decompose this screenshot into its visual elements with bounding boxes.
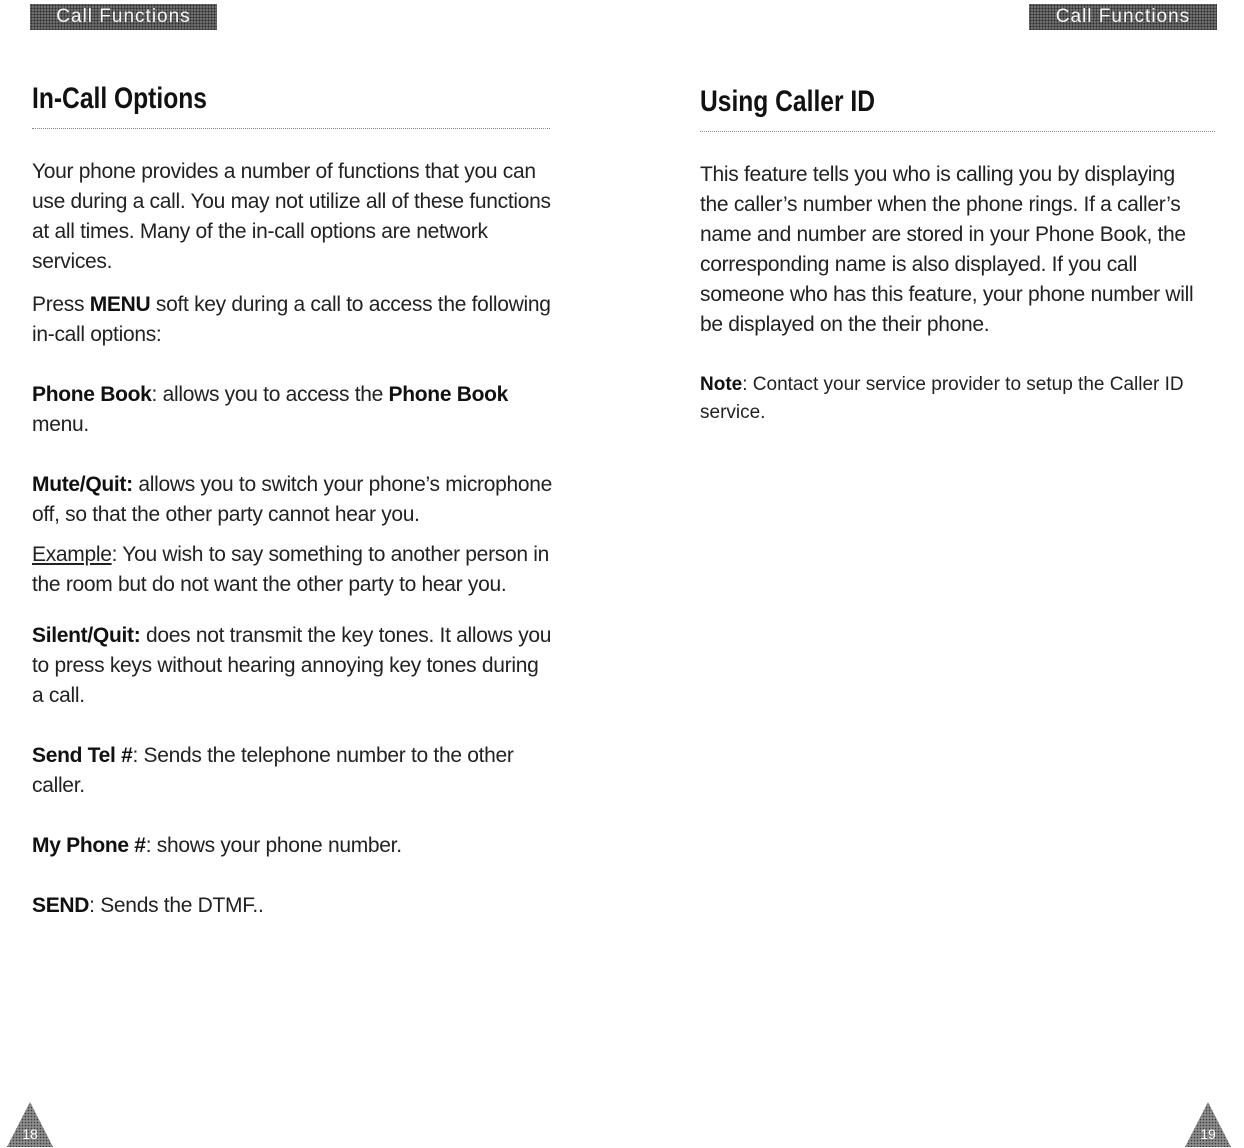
caller-id-paragraph: This feature tells you who is calling you by displaying the caller’s number when the phone rings. If a caller’s name and number are stored in your Phone Book, the corresponding name is also displayed. If you call someone who has this feature, your phone number will be displayed on the their phone.: [700, 163, 1194, 336]
option-term: Send Tel #: [32, 744, 133, 767]
page-number-text: 19: [1200, 1126, 1216, 1142]
option-text: allows you to switch your phone’s microphone off, so that the other party cannot hear you.: [32, 473, 552, 526]
example-label: Example: [32, 543, 112, 566]
option-silent-quit: [32, 621, 552, 711]
option-mute-quit: [32, 470, 552, 530]
option-send-tel: [32, 741, 552, 801]
option-text: : Sends the telephone number to the other caller.: [32, 744, 514, 797]
page-title-using-caller-id: Using Caller ID: [700, 85, 875, 118]
page-title-in-call-options: In-Call Options: [32, 82, 207, 115]
press-suffix: soft key during a call to access the following in-call options:: [32, 293, 551, 346]
example-paragraph: [32, 540, 552, 600]
option-term: Phone Book: [32, 383, 152, 406]
page-number-text: 18: [22, 1126, 38, 1142]
press-prefix: Press: [32, 293, 90, 316]
example-text: : You wish to say something to another person in the room but do not want the other party to hear you.: [32, 543, 549, 596]
section-header-tab-left: Call Functions: [30, 4, 217, 30]
option-text-secondary: menu.: [32, 413, 89, 436]
option-term: Silent/Quit:: [32, 624, 141, 647]
menu-key-label: MENU: [89, 293, 151, 316]
page-number-left: [6, 1100, 54, 1148]
note-text: : Contact your service provider to setup the Caller ID service.: [700, 374, 1184, 423]
note-paragraph: [700, 371, 1210, 427]
option-text: does not transmit the key tones. It allows you to press keys without hearing annoying key tones during a call.: [32, 624, 552, 707]
option-text: : shows your phone number.: [145, 834, 402, 857]
title-divider: [32, 128, 550, 129]
option-my-phone: [32, 831, 552, 861]
option-term: SEND: [32, 894, 90, 917]
option-send: [32, 891, 552, 921]
option-text: : allows you to access the: [151, 383, 389, 406]
option-term: Mute/Quit:: [32, 473, 133, 496]
section-header-tab-right: Call Functions: [1029, 4, 1217, 30]
intro-paragraph: Your phone provides a number of functions that you can use during a call. You may not utilize all of these functions at all times. Many of the in-call options are network services.: [32, 160, 551, 273]
note-label: Note: [700, 374, 743, 395]
page-number-right: [1184, 1100, 1232, 1148]
option-term: My Phone #: [32, 834, 146, 857]
option-phone-book: [32, 380, 552, 440]
option-term-secondary: Phone Book: [388, 383, 509, 406]
option-text: : Sends the DTMF..: [89, 894, 264, 917]
press-menu-paragraph: [32, 290, 552, 350]
title-divider: [700, 131, 1215, 132]
